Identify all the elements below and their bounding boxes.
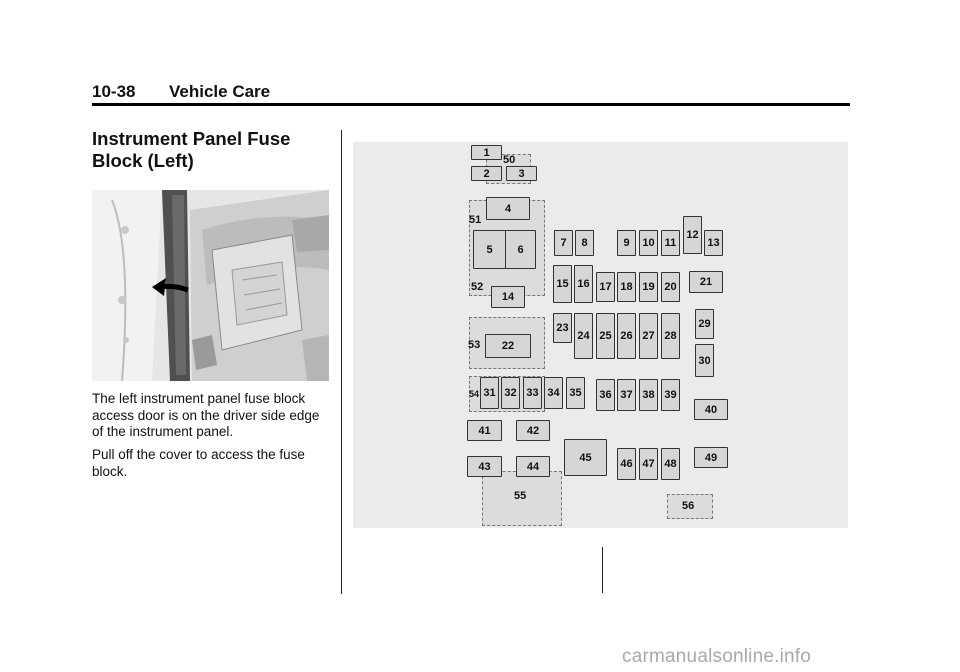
fuse-42: 42: [516, 420, 550, 441]
column-divider-lower: [602, 547, 603, 593]
fuse-48: 48: [661, 448, 680, 480]
fuse-41: 41: [467, 420, 502, 441]
fuse-39: 39: [661, 379, 680, 411]
fuse-35: 35: [566, 377, 585, 409]
fuse-34: 34: [544, 377, 563, 409]
zone-label-51: 51: [469, 214, 482, 226]
zone-label-53: 53: [468, 339, 481, 351]
fuse-26: 26: [617, 313, 636, 359]
page-title: Instrument Panel Fuse Block (Left): [92, 128, 291, 171]
fuse-38: 38: [639, 379, 658, 411]
fuse-47: 47: [639, 448, 658, 480]
fuse-21: 21: [689, 271, 723, 293]
fuse-7: 7: [554, 230, 573, 256]
fuse-33: 33: [523, 377, 542, 409]
fuse-40: 40: [694, 399, 728, 420]
fuse-19: 19: [639, 272, 658, 302]
fuse-31: 31: [480, 377, 499, 409]
fuse-43: 43: [467, 456, 502, 477]
fuse-28: 28: [661, 313, 680, 359]
zone-label-55: 55: [514, 490, 527, 502]
fuse-5: 5: [473, 230, 506, 269]
fuse-37: 37: [617, 379, 636, 411]
fuse-13: 13: [704, 230, 723, 256]
zone-label-56: 56: [682, 500, 695, 512]
fuse-14: 14: [491, 286, 525, 308]
fuse-block-door-photo: [92, 190, 329, 381]
fuse-22: 22: [485, 334, 531, 358]
fuse-29: 29: [695, 309, 714, 339]
fuse-block-diagram: [353, 142, 848, 528]
fuse-3: 3: [506, 166, 537, 181]
fuse-25: 25: [596, 313, 615, 359]
paragraph-access-door: The left instrument panel fuse block access door is on the driver side edge of the instrument panel.: [92, 391, 320, 439]
fuse-1: 1: [471, 145, 502, 160]
fuse-27: 27: [639, 313, 658, 359]
paragraph-pull-cover: Pull off the cover to access the fuse block.: [92, 447, 305, 479]
fuse-36: 36: [596, 379, 615, 411]
fuse-24: 24: [574, 313, 593, 359]
fuse-18: 18: [617, 272, 636, 302]
fuse-49: 49: [694, 447, 728, 468]
header-rule: [92, 103, 850, 106]
fuse-23: 23: [553, 313, 572, 343]
fuse-2: 2: [471, 166, 502, 181]
fuse-6: 6: [505, 230, 536, 269]
fuse-20: 20: [661, 272, 680, 302]
fuse-17: 17: [596, 272, 615, 302]
fuse-15: 15: [553, 265, 572, 303]
column-divider: [341, 130, 342, 594]
fuse-10: 10: [639, 230, 658, 256]
fuse-44: 44: [516, 456, 550, 477]
fuse-11: 11: [661, 230, 680, 256]
fuse-30: 30: [695, 344, 714, 377]
fuse-45: 45: [564, 439, 607, 476]
fuse-46: 46: [617, 448, 636, 480]
section-title: Vehicle Care: [169, 82, 271, 101]
zone-label-52: 52: [471, 281, 484, 293]
zone-label-54: 54: [469, 389, 480, 399]
fuse-32: 32: [501, 377, 520, 409]
page-number: 10-38: [92, 82, 136, 101]
watermark: carmanualsonline.info: [622, 646, 812, 667]
fuse-16: 16: [574, 265, 593, 303]
fuse-4: 4: [486, 197, 530, 220]
fuse-12: 12: [683, 216, 702, 254]
zone-label-50: 50: [503, 154, 516, 166]
fuse-9: 9: [617, 230, 636, 256]
fuse-8: 8: [575, 230, 594, 256]
